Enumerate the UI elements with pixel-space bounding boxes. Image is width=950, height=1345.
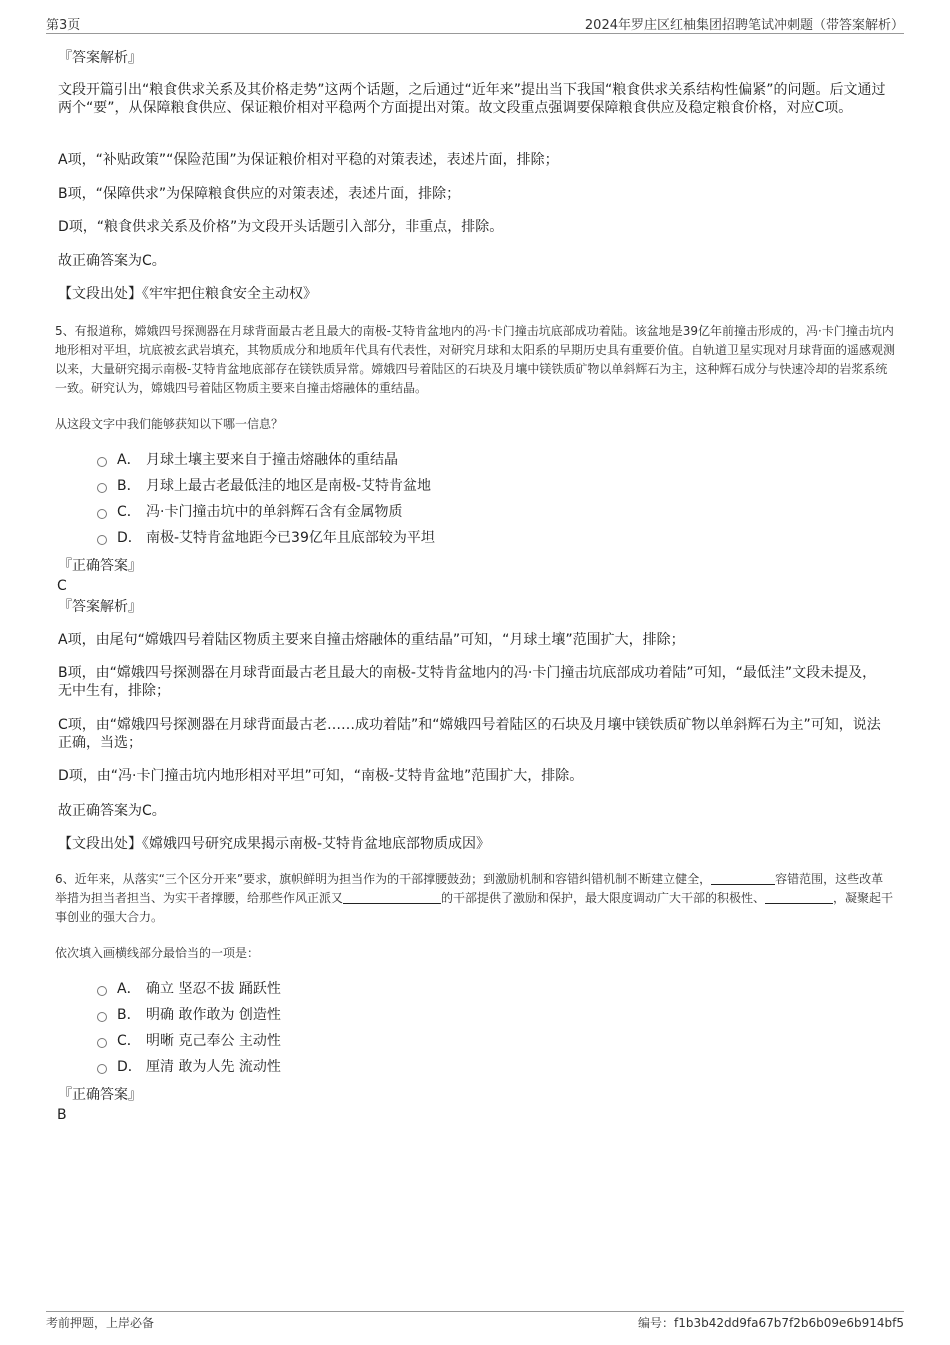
q5-answer: C (57, 578, 67, 594)
option-letter: B． (117, 478, 141, 494)
q6-option-b[interactable] (0, 1005, 950, 1025)
q5-option-c[interactable] (0, 502, 950, 522)
q6-stem-text: 6、近年来，从落实“三个区分开来”要求，旗帜鲜明为担当作为的干部撑腰鼓劲；到激励机制和容错纠错机制不断建立健全， (55, 872, 712, 886)
option-letter: D． (117, 1059, 142, 1075)
q5-analysis-a: A项，由尾句“嫦娥四号着陆区物质主要来自撞击熔融体的重结晶”可知，“月球土壤”范围扩大，排除； (58, 632, 685, 648)
document-code-value: f1b3b42dd9fa67b7f2b6b09e6b914bf5 (674, 1316, 904, 1330)
option-letter: A． (117, 981, 141, 997)
page-number: 第3页 (46, 18, 81, 33)
q6-stem (55, 870, 895, 927)
option-text: 明确 敢作敢为 创造性 (146, 1007, 281, 1023)
q5-source-title: 《嫦娥四号研究成果揭示南极-艾特肯盆地底部物质成因》 (142, 836, 491, 852)
q6-stem-text: ，凝聚起干事创业的强大合力。 (55, 891, 894, 924)
q6-answer: B (57, 1107, 67, 1123)
footer-divider (46, 1311, 904, 1312)
q5-analysis-d: D项，由“冯·卡门撞击坑内地形相对平坦”可知，“南极-艾特肯盆地”范围扩大，排除。 (58, 768, 584, 784)
footer-slogan: 考前押题，上岸必备 (46, 1316, 155, 1330)
fill-blank-1 (711, 870, 775, 885)
q4-source-label: 【文段出处】 (58, 286, 142, 302)
q5-option-d[interactable] (0, 528, 950, 548)
q6-option-d[interactable] (0, 1057, 950, 1077)
q6-question: 依次填入画横线部分最恰当的一项是： (55, 946, 260, 960)
q4-analysis-d: D项，“粮食供求关系及价格”为文段开头话题引入部分，非重点，排除。 (58, 219, 504, 235)
option-letter: D． (117, 530, 142, 546)
q6-stem-text: 围，这些改革举措为担当者担当、为实干者撑腰，给那些作风正派又 (55, 872, 884, 905)
q4-conclusion: 故正确答案为C。 (58, 253, 166, 269)
radio-icon[interactable] (97, 535, 107, 545)
q4-analysis-b: B项，“保障供求”为保障粮食供应的对策表述，表述片面，排除； (58, 186, 461, 202)
radio-icon[interactable] (97, 1038, 107, 1048)
q4-analysis-label: 『答案解析』 (58, 50, 142, 66)
q4-analysis-paragraph: 文段开篇引出“粮食供求关系及其价格走势”这两个话题，之后通过“近年来”提出当下我国“粮食供求关系结构性偏紧”的问题。后文通过两个“要”，从保障粮食供应、保证粮价相对平稳两个方面提出对策。故文段重点强调要保障粮食供应及稳定粮食价格，对应C项。 (58, 82, 886, 116)
q5-analysis-label: 『答案解析』 (58, 599, 142, 615)
document-code (638, 1314, 904, 1331)
document-title: 2024年罗庄区红柚集团招聘笔试冲刺题（带答案解析） (584, 18, 904, 33)
q4-source-title: 《牢牢把住粮食安全主动权》 (142, 286, 317, 302)
q4-analysis-a: A项，“补贴政策”“保险范围”为保证粮价相对平稳的对策表述，表述片面，排除； (58, 152, 559, 168)
radio-icon[interactable] (97, 986, 107, 996)
q5-option-b[interactable] (0, 476, 950, 496)
option-text: 南极-艾特肯盆地距今已39亿年且底部较为平坦 (146, 530, 435, 546)
header-divider (46, 33, 904, 34)
option-letter: A． (117, 452, 141, 468)
radio-icon[interactable] (97, 509, 107, 519)
q6-option-c[interactable] (0, 1031, 950, 1051)
option-text: 月球土壤主要来自于撞击熔融体的重结晶 (146, 452, 398, 468)
document-code-label: 编号： (638, 1316, 675, 1330)
option-text: 确立 坚忍不拔 踊跃性 (146, 981, 281, 997)
option-text: 月球上最古老最低洼的地区是南极-艾特肯盆地 (146, 478, 432, 494)
q5-analysis-c: C项，由“嫦娥四号探测器在月球背面最古老……成功着陆”和“嫦娥四号着陆区的石块及月壤中镁铁质矿物以单斜辉石为主”可知，说法正确，当选； (58, 717, 881, 751)
q6-answer-label: 『正确答案』 (58, 1087, 142, 1103)
option-letter: B． (117, 1007, 141, 1023)
q5-stem: 5、有报道称，嫦娥四号探测器在月球背面最古老且最大的南极-艾特肯盆地内的冯·卡门撞击坑底部成功着陆。该盆地是39亿年前撞击形成的，冯·卡门撞击坑内地形相对平坦，坑底被玄武岩填充，其物质成分和地质年代具有代表性，对研究月球和太阳系的早期历史具有重要价值。自轨道卫星实现对月球背面的遥感观测以来，大量研究揭示南极-艾特肯盆地底部存在镁铁质异常。嫦娥四号着陆区的石块及月壤中镁铁质矿物以单斜辉石为主，这种辉石成分与快速冷却的岩浆系统一致。研究认为，嫦娥四号着陆区物质主要来自撞击熔融体的重结晶。 (55, 324, 896, 395)
q6-stem-text: 的干部提供了激励和保护，最大限度调动广大干部的积极 (441, 891, 742, 905)
radio-icon[interactable] (97, 483, 107, 493)
radio-icon[interactable] (97, 457, 107, 467)
option-letter: C． (117, 504, 141, 520)
q5-option-a[interactable] (0, 450, 950, 470)
q5-source-label: 【文段出处】 (58, 836, 142, 852)
q5-conclusion: 故正确答案为C。 (58, 803, 166, 819)
q5-analysis-b: B项，由“嫦娥四号探测器在月球背面最古老且最大的南极-艾特肯盆地内的冯·卡门撞击坑底部成功着陆”可知，“最低洼”文段未提及，无中生有，排除； (58, 665, 877, 699)
q5-question: 从这段文字中我们能够获知以下哪一信息？ (55, 417, 284, 431)
q5-answer-label: 『正确答案』 (58, 558, 142, 574)
option-text: 明晰 克己奉公 主动性 (146, 1033, 281, 1049)
option-text: 冯·卡门撞击坑中的单斜辉石含有金属物质 (146, 504, 403, 520)
q6-stem-text: 性、 (741, 891, 766, 905)
fill-blank-2 (343, 889, 441, 904)
option-text: 厘清 敢为人先 流动性 (146, 1059, 281, 1075)
q5-source (58, 834, 490, 855)
q4-source (58, 284, 317, 305)
q6-stem-text: 容错范 (775, 872, 812, 886)
radio-icon[interactable] (97, 1012, 107, 1022)
option-letter: C． (117, 1033, 141, 1049)
radio-icon[interactable] (97, 1064, 107, 1074)
q6-option-a[interactable] (0, 979, 950, 999)
fill-blank-3 (765, 889, 833, 904)
